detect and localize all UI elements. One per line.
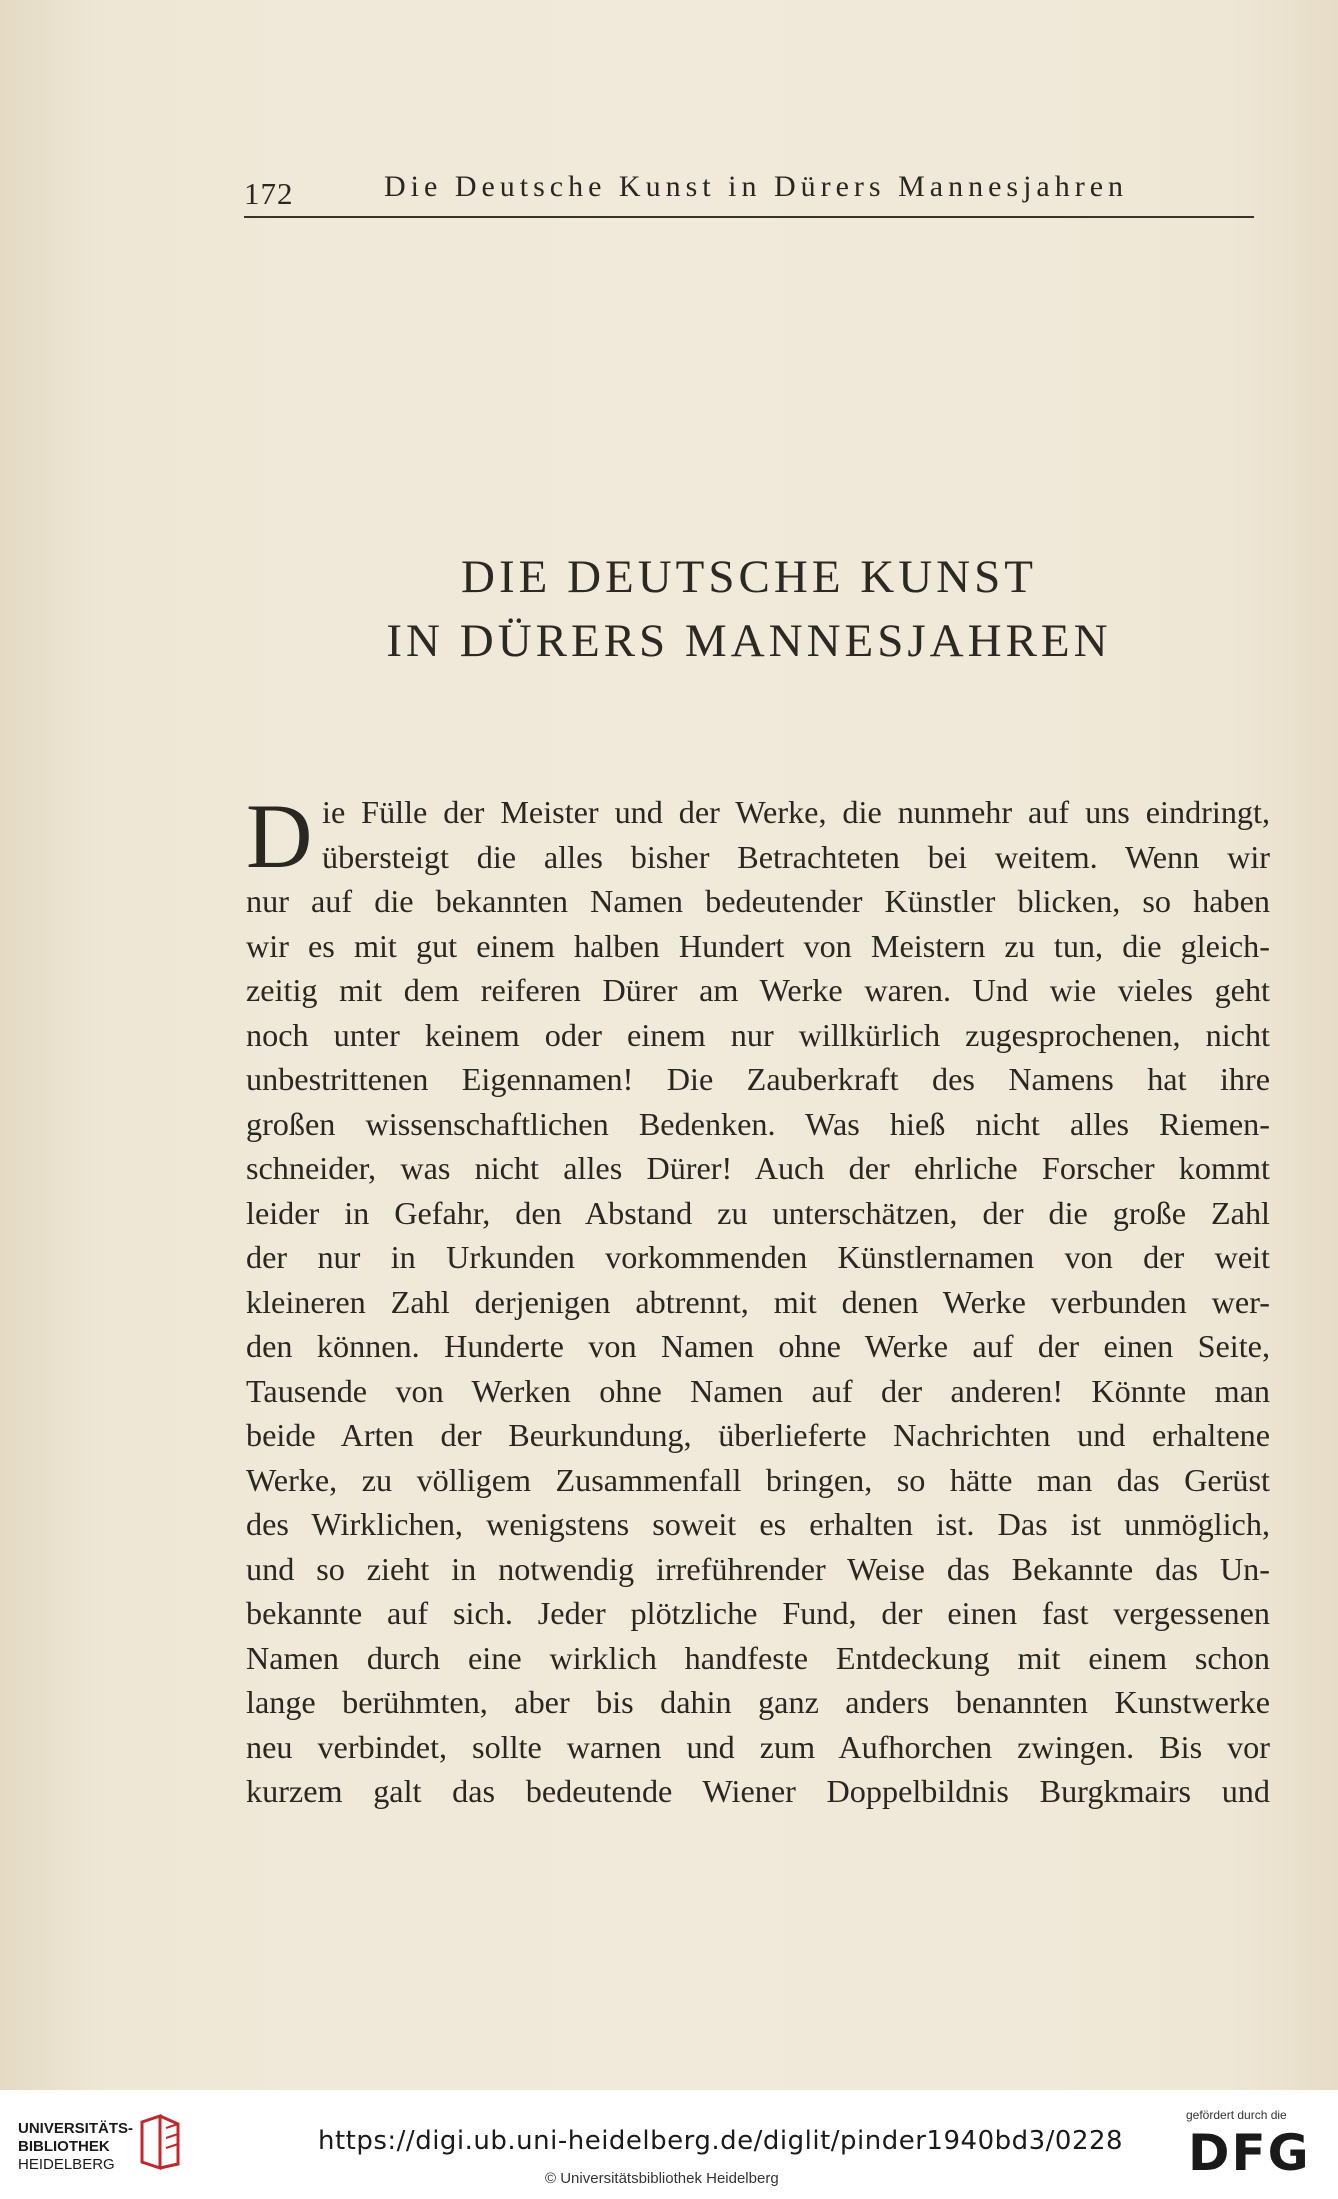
text-line: noch unter keinem oder einem nur willkürlich zugesprochenen, nicht bbox=[246, 1016, 1270, 1053]
running-title: Die Deutsche Kunst in Dürers Mannesjahren bbox=[384, 170, 1129, 203]
running-head bbox=[244, 162, 1254, 218]
text-line: beide Arten der Beurkundung, überlieferte Nachrichten und erhaltene bbox=[246, 1417, 1270, 1453]
chapter-title-line-1: DIE DEUTSCHE KUNST bbox=[461, 551, 1037, 603]
chapter-title bbox=[244, 545, 1254, 673]
library-name-line-1: UNIVERSITÄTS- bbox=[18, 2120, 134, 2137]
copyright-notice: © Universitätsbibliothek Heidelberg bbox=[545, 2170, 779, 2187]
text-line: kurzem galt das bedeutende Wiener Doppelbildnis Burgkmairs und bbox=[246, 1773, 1270, 1809]
text-line: großen wissenschaftlichen Bedenken. Was hieß nicht alles Riemen- bbox=[246, 1105, 1270, 1142]
text-line: Werke, zu völligem Zusammenfall bringen, so hätte man das Gerüst bbox=[246, 1461, 1270, 1498]
permalink-url[interactable]: https://digi.ub.uni-heidelberg.de/diglit/pinder1940bd3/0228 bbox=[318, 2126, 1124, 2156]
chapter-title-line-2: IN DÜRERS MANNESJAHREN bbox=[386, 615, 1112, 667]
text-line: unbestrittenen Eigennamen! Die Zauberkraft des Namens hat ihre bbox=[246, 1061, 1270, 1097]
library-logo-icon bbox=[138, 2114, 188, 2170]
dfg-logo: DFG bbox=[1188, 2124, 1311, 2182]
drop-cap: D bbox=[246, 785, 313, 887]
text-line: ie Fülle der Meister und der Werke, die nunmehr auf uns eindringt, bbox=[322, 794, 1270, 830]
text-line: des Wirklichen, wenigstens soweit es erhalten ist. Das ist unmöglich, bbox=[246, 1506, 1270, 1542]
text-line: neu verbindet, sollte warnen und zum Aufhorchen zwingen. Bis vor bbox=[246, 1728, 1270, 1765]
text-line: zeitig mit dem reiferen Dürer am Werke waren. Und wie vieles geht bbox=[246, 972, 1270, 1008]
text-line: Namen durch eine wirklich handfeste Entdeckung mit einem schon bbox=[246, 1639, 1270, 1676]
text-line: lange berühmten, aber bis dahin ganz anders benannten Kunstwerke bbox=[246, 1684, 1270, 1720]
page-number: 172 bbox=[244, 176, 294, 211]
text-line: und so zieht in notwendig irreführender Weise das Bekannte das Un- bbox=[246, 1550, 1270, 1587]
text-line: übersteigt die alles bisher Betrachteten bei weitem. Wenn wir bbox=[322, 838, 1270, 875]
text-line: schneider, was nicht alles Dürer! Auch der ehrliche Forscher kommt bbox=[246, 1150, 1270, 1186]
digitization-footer bbox=[0, 2090, 1338, 2199]
text-line: nur auf die bekannten Namen bedeutender Künstler blicken, so haben bbox=[246, 883, 1270, 919]
body-paragraph bbox=[246, 785, 1270, 1814]
text-line: kleineren Zahl derjenigen abtrennt, mit denen Werke verbunden wer- bbox=[246, 1283, 1270, 1320]
funding-caption: gefördert durch die bbox=[1186, 2108, 1287, 2122]
text-line: Tausende von Werken ohne Namen auf der anderen! Könnte man bbox=[246, 1372, 1270, 1409]
text-line: wir es mit gut einem halben Hundert von Meistern zu tun, die gleich- bbox=[246, 927, 1270, 964]
library-logo-text bbox=[18, 2120, 133, 2174]
text-line: der nur in Urkunden vorkommenden Künstlernamen von der weit bbox=[246, 1239, 1270, 1275]
text-line: leider in Gefahr, den Abstand zu unterschätzen, der die große Zahl bbox=[246, 1194, 1270, 1231]
library-name-line-2: BIBLIOTHEK bbox=[18, 2138, 110, 2155]
text-line: den können. Hunderte von Namen ohne Werke auf der einen Seite, bbox=[246, 1328, 1270, 1364]
library-name-line-3: HEIDELBERG bbox=[18, 2156, 115, 2173]
text-line: bekannte auf sich. Jeder plötzliche Fund, der einen fast vergessenen bbox=[246, 1595, 1270, 1631]
